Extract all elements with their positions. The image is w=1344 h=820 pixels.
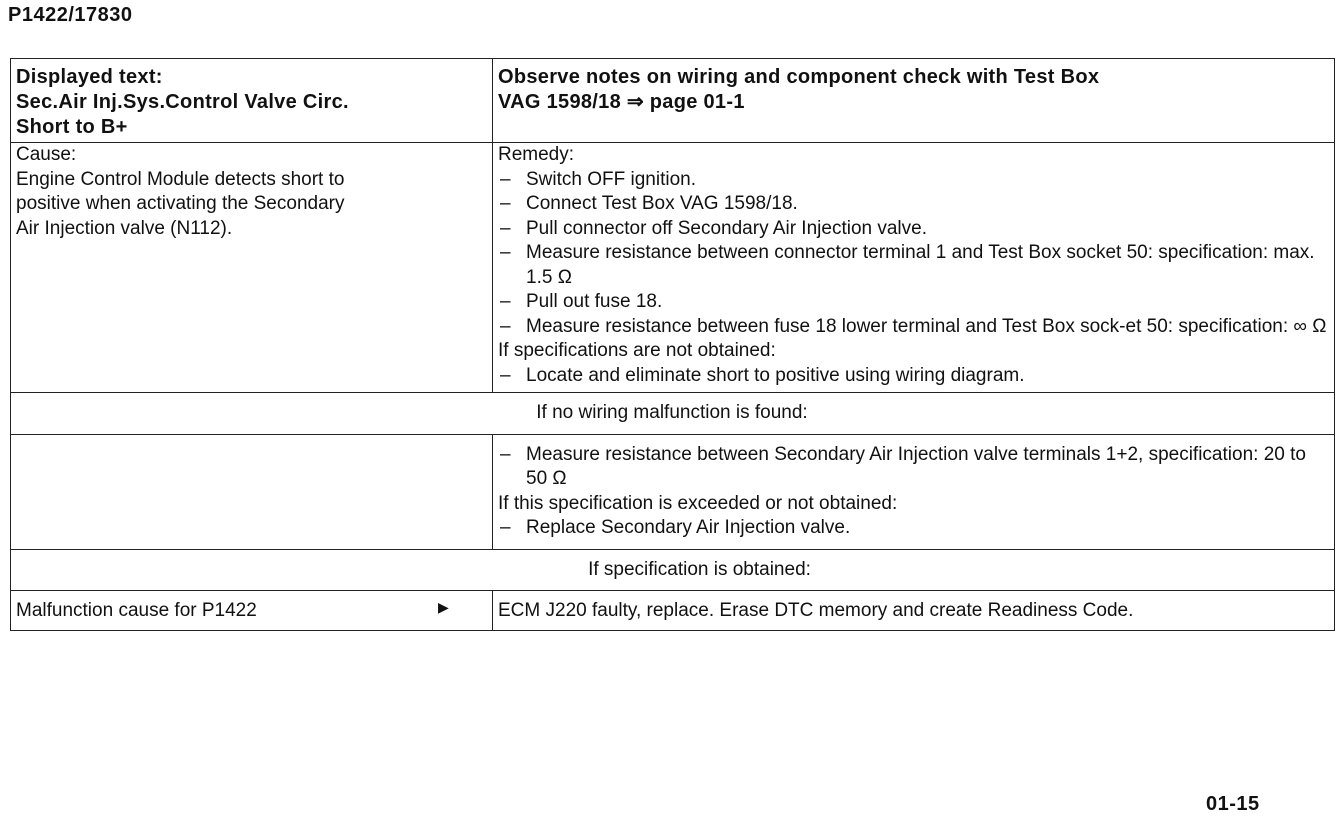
remedy-step: – Pull out fuse 18. [498, 290, 1328, 315]
remedy-step: – Switch OFF ignition. [498, 168, 1328, 193]
remedy-step: – Measure resistance between fuse 18 lower terminal and Test Box sock-et 50: specification: ∞ Ω [498, 315, 1328, 340]
displayed-text-cell [11, 59, 493, 143]
malfunction-label: Malfunction cause for P1422 [16, 600, 257, 621]
remedy-step: – Measure resistance between connector terminal 1 and Test Box socket 50: specification: max. 1.5 Ω [498, 241, 1328, 290]
spec-obtained-text: If specification is obtained: [11, 549, 1335, 591]
malfunction-row [11, 591, 1335, 631]
no-wiring-row [11, 393, 1335, 435]
observe-notes-cell [493, 59, 1335, 143]
displayed-text-message-2: Short to B+ [16, 116, 128, 138]
cause-remedy-row [11, 143, 1335, 393]
cause-label: Cause: [16, 144, 77, 165]
cause-cell [11, 143, 493, 393]
remedy-final-step: – Locate and eliminate short to positive using wiring diagram. [498, 364, 1328, 389]
spec-obtained-row [11, 549, 1335, 591]
valve-check-steps [498, 443, 1328, 492]
remedy-final-list [498, 364, 1328, 389]
valve-check-cell [493, 434, 1335, 549]
valve-check-final-step: – Replace Secondary Air Injection valve. [498, 516, 1328, 541]
displayed-text-label: Displayed text: [16, 66, 163, 88]
cause-line-2: positive when activating the Secondary [16, 193, 345, 214]
malfunction-cell [11, 591, 493, 631]
remedy-cell [493, 143, 1335, 393]
remedy-steps [498, 168, 1328, 340]
displayed-text-message: Sec.Air Inj.Sys.Control Valve Circ. [16, 91, 349, 113]
remedy-condition: If specifications are not obtained: [498, 340, 776, 361]
cause-line-3: Air Injection valve (N112). [16, 217, 233, 239]
valve-check-final-list [498, 516, 1328, 541]
malfunction-action-cell: ECM J220 faulty, replace. Erase DTC memory and create Readiness Code. [493, 591, 1335, 631]
page-number: 01-15 [1206, 793, 1260, 815]
observe-notes-line-1: Observe notes on wiring and component check with Test Box [498, 66, 1100, 88]
observe-notes-line-2: VAG 1598/18 ⇒ page 01-1 [498, 91, 745, 113]
valve-check-row [11, 434, 1335, 549]
diagnostic-table [10, 58, 1335, 631]
remedy-label: Remedy: [498, 144, 575, 165]
cause-line-1: Engine Control Module detects short to [16, 168, 345, 190]
valve-check-condition: If this specification is exceeded or not obtained: [498, 492, 898, 514]
remedy-step: – Connect Test Box VAG 1598/18. [498, 192, 1328, 217]
valve-check-step: – Measure resistance between Secondary Air Injection valve terminals 1+2, specification: 20 to 50 Ω [498, 443, 1328, 492]
remedy-step: – Pull connector off Secondary Air Injection valve. [498, 217, 1328, 242]
no-wiring-text: If no wiring malfunction is found: [11, 393, 1335, 435]
empty-cell [11, 434, 493, 549]
arrow-right-icon: ▶ [438, 599, 449, 615]
header-row [11, 59, 1335, 143]
dtc-code: P1422/17830 [8, 4, 133, 26]
